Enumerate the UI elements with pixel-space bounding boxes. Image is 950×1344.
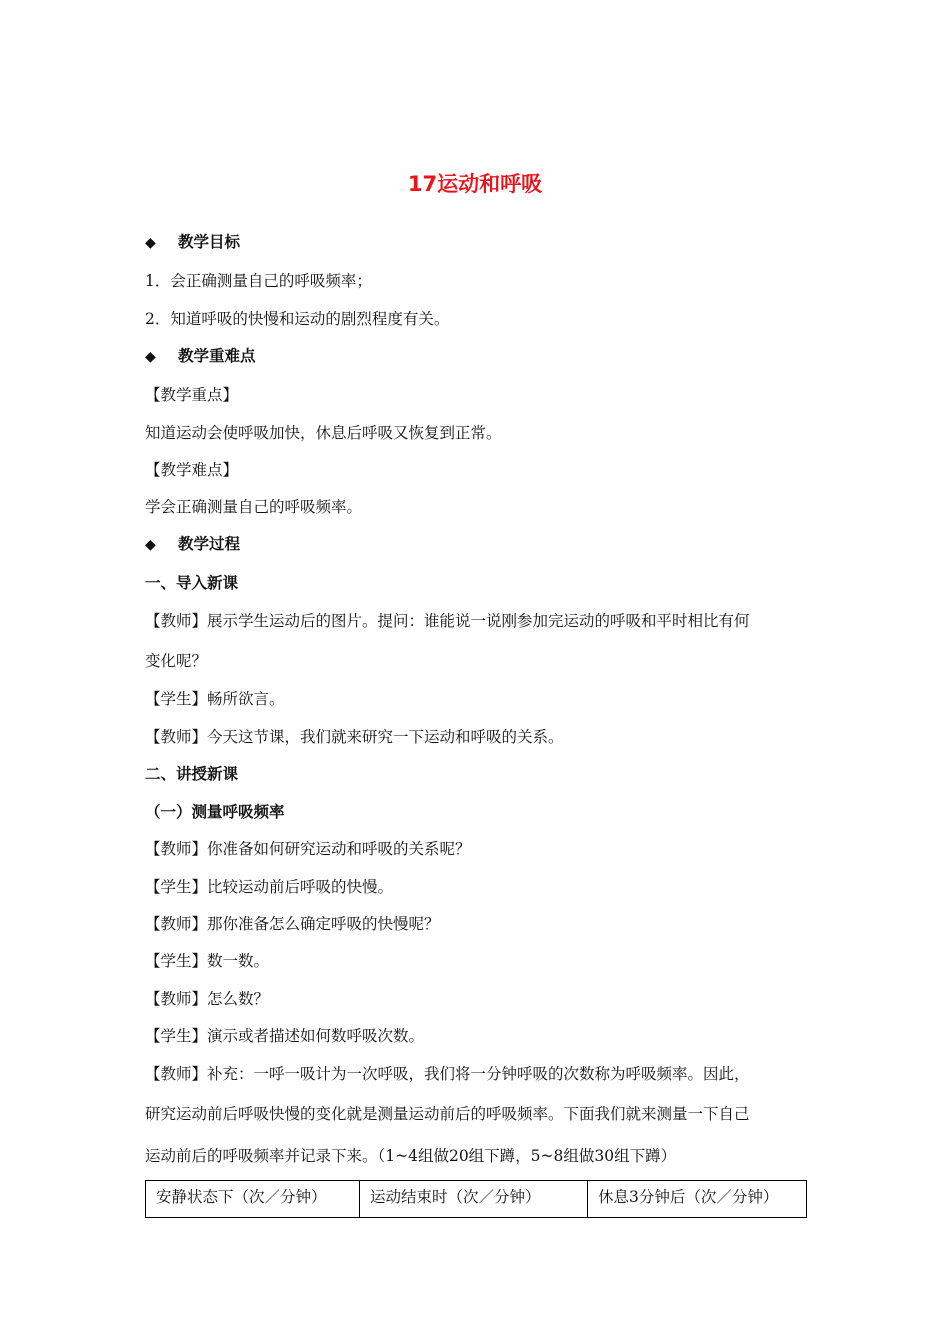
key-point-label: 【教学重点】 <box>145 386 239 404</box>
subsection-heading: （一）测量呼吸频率 <box>145 803 285 821</box>
dialogue-line: 【教师】你准备如何研究运动和呼吸的关系呢？ <box>145 840 471 858</box>
heading-text: 教学目标 <box>178 233 241 251</box>
dialogue-line: 【教师】补充：一呼一吸计为一次呼吸，我们将一分钟呼吸的次数称为呼吸频率。因此， <box>145 1065 750 1083</box>
section-heading-key-points <box>145 346 256 367</box>
difficulty-label: 【教学难点】 <box>145 461 239 479</box>
part-heading: 一、导入新课 <box>145 574 239 592</box>
diamond-bullet-icon: ◆ <box>145 349 156 365</box>
dialogue-line: 【教师】怎么数？ <box>145 990 270 1008</box>
page-title: 17运动和呼吸 <box>407 172 543 196</box>
dialogue-line: 运动前后的呼吸频率并记录下来。（1~4组做20组下蹲，5~8组做30组下蹲） <box>145 1147 677 1165</box>
key-point-text: 知道运动会使呼吸加快，休息后呼吸又恢复到正常。 <box>145 424 502 442</box>
heading-text: 教学重难点 <box>178 347 256 365</box>
dialogue-line: 【学生】比较运动前后呼吸的快慢。 <box>145 878 394 896</box>
paragraph-line: 【教师】今天这节课，我们就来研究一下运动和呼吸的关系。 <box>145 728 564 746</box>
table-header-cell: 运动结束时（次／分钟） <box>360 1181 588 1218</box>
difficulty-text: 学会正确测量自己的呼吸频率。 <box>145 498 363 516</box>
table-row <box>146 1181 807 1218</box>
dialogue-line: 【学生】演示或者描述如何数呼吸次数。 <box>145 1027 425 1045</box>
heading-text: 教学过程 <box>178 535 241 553</box>
part-heading: 二、讲授新课 <box>145 765 239 783</box>
diamond-bullet-icon: ◆ <box>145 235 156 251</box>
table-header-cell: 休息3分钟后（次／分钟） <box>588 1181 807 1218</box>
paragraph-line: 变化呢？ <box>145 652 208 670</box>
table-header-cell: 安静状态下（次／分钟） <box>146 1181 360 1218</box>
goal-item: 2．知道呼吸的快慢和运动的剧烈程度有关。 <box>145 310 450 328</box>
dialogue-line: 研究运动前后呼吸快慢的变化就是测量运动前后的呼吸频率。下面我们就来测量一下自己 <box>145 1105 750 1123</box>
section-heading-process <box>145 534 240 555</box>
paragraph-line: 【教师】展示学生运动后的图片。提问：谁能说一说刚参加完运动的呼吸和平时相比有何 <box>145 612 750 630</box>
diamond-bullet-icon: ◆ <box>145 537 156 553</box>
goal-item: 1．会正确测量自己的呼吸频率； <box>145 272 372 290</box>
breathing-rate-table <box>145 1180 807 1218</box>
dialogue-line: 【学生】数一数。 <box>145 952 270 970</box>
dialogue-line: 【教师】那你准备怎么确定呼吸的快慢呢？ <box>145 915 440 933</box>
paragraph-line: 【学生】畅所欲言。 <box>145 690 285 708</box>
section-heading-goals <box>145 232 240 253</box>
